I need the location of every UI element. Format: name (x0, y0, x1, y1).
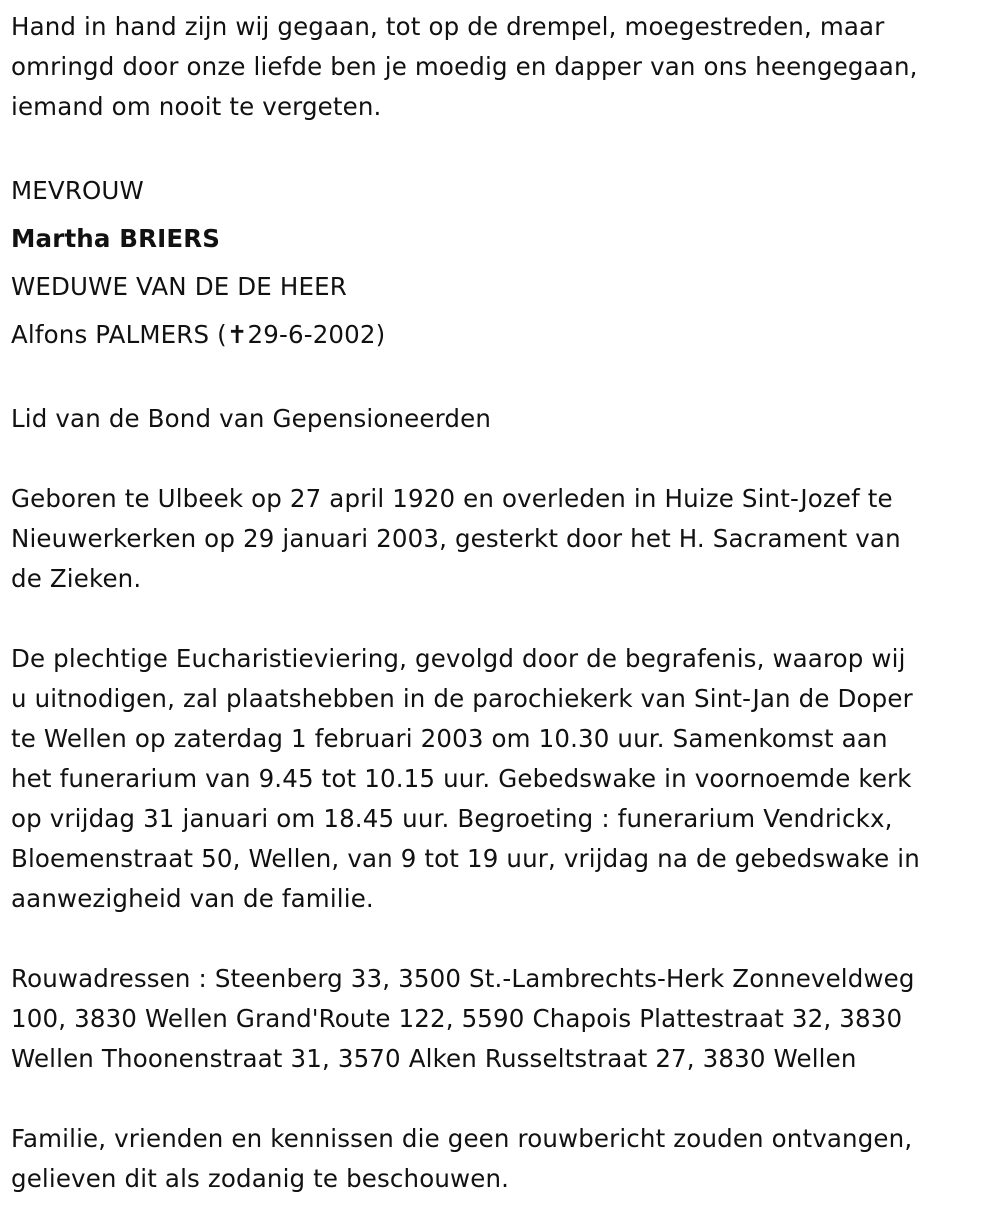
poem-line: Hand in hand zijn wij gegaan, tot op de drempel, moegestreden, maar (11, 12, 885, 41)
spacer (11, 1079, 991, 1119)
widow-line: WEDUWE VAN DE DE HEER (11, 272, 347, 301)
text-line: 100, 3830 Wellen Grand'Route 122, 5590 Chapois Plattestraat 32, 3830 (11, 1004, 903, 1033)
poem-line: iemand om nooit te vergeten. (11, 92, 382, 121)
text-line: het funerarium van 9.45 tot 10.15 uur. Gebedswake in voornoemde kerk (11, 764, 912, 793)
poem-line: omringd door onze liefde ben je moedig en dapper van ons heengegaan, (11, 52, 918, 81)
birth-death-paragraph (11, 479, 991, 599)
text-line: gelieven dit als zodanig te beschouwen. (11, 1164, 510, 1193)
deceased-name: Martha BRIERS (11, 224, 221, 253)
deceased-block (11, 167, 991, 359)
ceremony-paragraph (11, 639, 991, 919)
spacer (11, 359, 991, 399)
title: MEVROUW (11, 176, 144, 205)
text-line: Geboren te Ulbeek op 27 april 1920 en overleden in Huize Sint-Jozef te (11, 484, 893, 513)
text-line: de Zieken. (11, 564, 142, 593)
membership: Lid van de Bond van Gepensioneerden (11, 404, 492, 433)
addresses-paragraph (11, 959, 991, 1079)
text-line: u uitnodigen, zal plaatshebben in de parochiekerk van Sint-Jan de Doper (11, 684, 913, 713)
text-line: Wellen Thoonenstraat 31, 3570 Alken Russeltstraat 27, 3830 Wellen (11, 1044, 857, 1073)
text-line: te Wellen op zaterdag 1 februari 2003 om 10.30 uur. Samenkomst aan (11, 724, 888, 753)
text-line: op vrijdag 31 januari om 18.45 uur. Begroeting : funerarium Vendrickx, (11, 804, 893, 833)
text-line: Familie, vrienden en kennissen die geen rouwbericht zouden ontvangen, (11, 1124, 913, 1153)
death-notice (11, 7, 991, 1199)
spacer (11, 439, 991, 479)
text-line: Bloemenstraat 50, Wellen, van 9 tot 19 uur, vrijdag na de gebedswake in (11, 844, 920, 873)
poem-paragraph (11, 7, 991, 127)
spacer (11, 919, 991, 959)
closing-paragraph (11, 1119, 991, 1199)
text-line: Nieuwerkerken op 29 januari 2003, gesterkt door het H. Sacrament van (11, 524, 901, 553)
text-line: aanwezigheid van de familie. (11, 884, 374, 913)
text-line: De plechtige Eucharistieviering, gevolgd door de begrafenis, waarop wij (11, 644, 906, 673)
spacer (11, 127, 991, 167)
husband-name: Alfons PALMERS (✝29-6-2002) (11, 320, 386, 349)
spacer (11, 599, 991, 639)
text-line: Rouwadressen : Steenberg 33, 3500 St.-Lambrechts-Herk Zonneveldweg (11, 964, 915, 993)
